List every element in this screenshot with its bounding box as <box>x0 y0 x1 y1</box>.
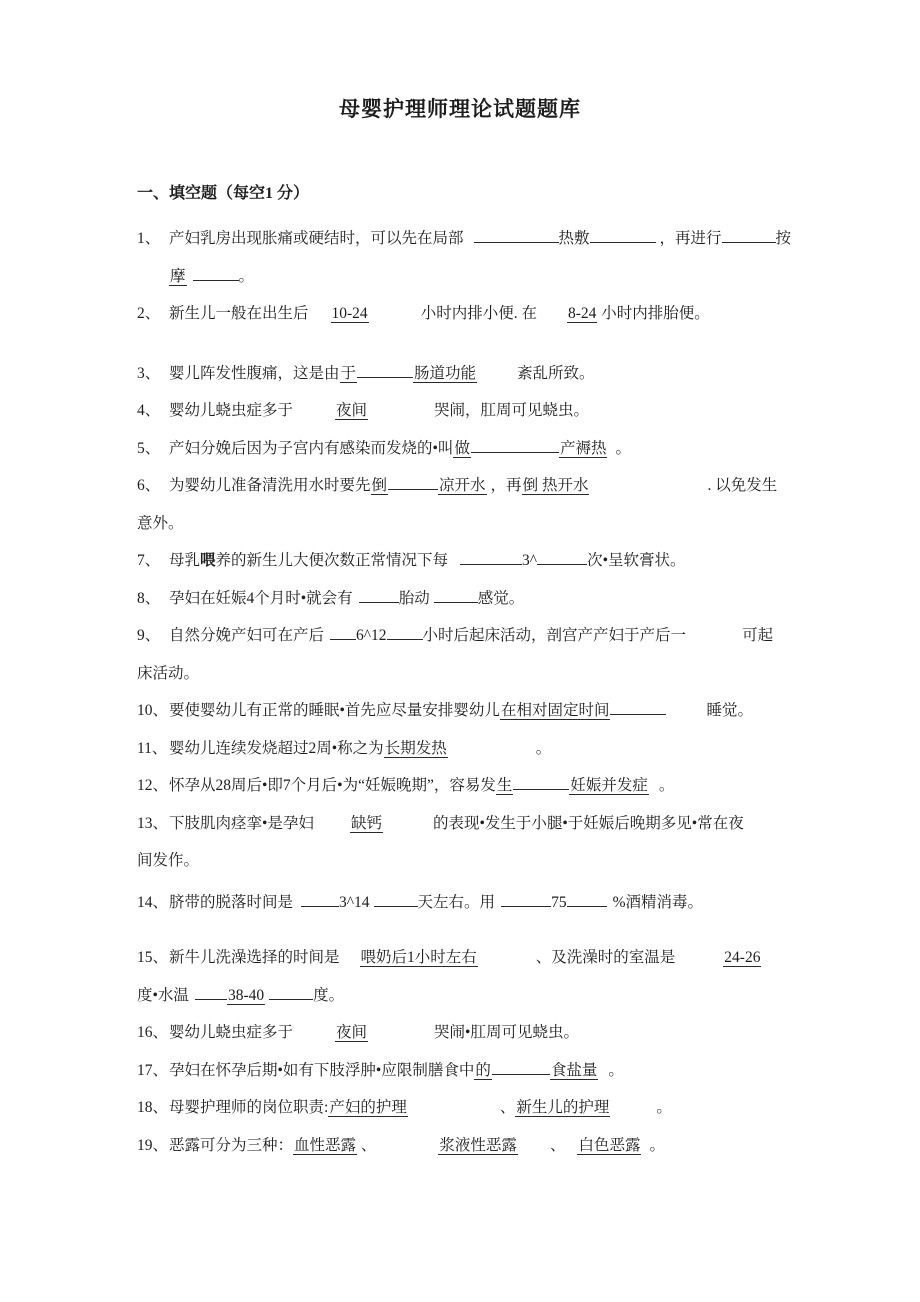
question-item <box>137 617 795 692</box>
text-segment: 床活动。 <box>137 664 200 682</box>
spacer <box>309 317 331 318</box>
text-segment: 天左右。用 <box>417 893 496 911</box>
answer-text: 产褥热 <box>559 439 607 457</box>
question-line <box>137 842 795 880</box>
text-segment: 、 <box>357 1136 377 1154</box>
question-number: 14、 <box>137 893 169 911</box>
text-segment: 要使婴幼儿有正常的睡眠•首先应尽量安排婴幼儿 <box>169 702 500 719</box>
question-item <box>137 467 795 542</box>
question-item <box>137 430 795 468</box>
answer-text: 肠道功能 <box>414 364 477 382</box>
answer-blank <box>474 228 559 243</box>
text-segment: 热敷 <box>558 230 590 247</box>
text-segment: 下肢肌肉痉挛•是孕妇 <box>169 814 314 832</box>
text-segment: 、及洗澡时的室温是 <box>535 949 676 966</box>
answer-text: 凉开水 <box>439 477 486 494</box>
question-number: 10、 <box>137 702 169 719</box>
answer-text: 倒 <box>371 477 388 494</box>
answer-blank <box>387 625 423 640</box>
spacer <box>340 961 360 962</box>
text-segment: 婴儿阵发性腹痛，这是由 <box>169 364 340 382</box>
text-segment: 按 <box>775 230 792 247</box>
question-item <box>137 884 795 922</box>
question-line <box>137 467 795 505</box>
text-segment: 感觉。 <box>477 589 525 607</box>
answer-text: 于 <box>340 364 357 382</box>
answer-blank <box>567 892 607 907</box>
answer-blank <box>374 892 418 907</box>
question-item <box>137 767 795 805</box>
text-segment: 、 <box>499 1099 516 1116</box>
question-line <box>137 692 795 730</box>
text-segment: 婴幼儿连续发烧超过2周•称之为 <box>169 739 384 757</box>
text-segment: 小时内排胎便。 <box>597 305 710 322</box>
question-number: 18、 <box>137 1099 169 1116</box>
question-item <box>137 1127 795 1165</box>
answer-text: 摩 <box>170 267 186 285</box>
question-number: 13、 <box>137 814 169 832</box>
question-line <box>137 355 795 393</box>
text-segment: 间发作。 <box>137 852 200 869</box>
answer-text: 10-24 <box>331 305 368 322</box>
text-segment: 新生儿一般在出生后 <box>169 305 309 322</box>
question-number: 17、 <box>137 1061 169 1079</box>
question-number: 1、 <box>137 230 161 247</box>
answer-blank <box>330 625 356 640</box>
text-segment: ，再 <box>490 477 522 494</box>
answer-text: 妊娠并发症 <box>570 777 648 794</box>
question-number: 4、 <box>137 402 161 419</box>
question-line <box>137 392 795 430</box>
text-segment: 小时后起床活动，剖宫产产妇于产后一 <box>422 627 687 644</box>
spacer <box>477 377 517 378</box>
spacer <box>293 414 335 415</box>
answer-blank <box>301 892 339 907</box>
text-segment: 。 <box>658 777 675 794</box>
spacer <box>666 714 706 715</box>
text-segment: 新牛儿洗澡选择的时间是 <box>169 949 340 966</box>
question-number: 5、 <box>137 439 161 457</box>
answer-blank <box>359 588 399 603</box>
question-line <box>137 805 795 843</box>
spacer <box>610 1111 656 1112</box>
text-segment: %酒精消毒。 <box>612 893 703 911</box>
text-segment: 的表现•发生于小腿•于妊娠后晚期多见•常在夜 <box>432 814 744 832</box>
question-item <box>137 805 795 880</box>
answer-text: 血性恶露 <box>294 1136 357 1154</box>
spacer <box>314 827 350 828</box>
question-number: 19、 <box>137 1136 169 1154</box>
text-segment: 6^12 <box>356 627 387 644</box>
question-number: 2、 <box>137 305 161 322</box>
question-item <box>137 730 795 768</box>
answer-blank <box>537 550 587 565</box>
text-segment: 孕妇在妊娠4个月时•就会有 <box>169 589 353 607</box>
text-segment: 意外。 <box>137 514 184 532</box>
question-number: 12、 <box>137 777 169 794</box>
question-number: 11、 <box>137 739 168 757</box>
answer-blank <box>492 1060 550 1075</box>
answer-blank <box>471 438 559 453</box>
spacer <box>518 1149 550 1150</box>
answer-text: 38-40 <box>227 986 265 1004</box>
answer-blank <box>193 266 239 281</box>
answer-text: 新生儿的护理 <box>516 1099 610 1116</box>
answer-blank <box>269 985 313 1000</box>
spacer <box>408 1111 500 1112</box>
question-item <box>137 392 795 430</box>
text-segment: 3^ <box>522 552 538 569</box>
text-segment: 度。 <box>313 986 345 1004</box>
text-segment: 。 <box>649 1136 665 1154</box>
spacer <box>448 564 460 565</box>
spacer <box>589 489 707 490</box>
question-line <box>137 542 795 580</box>
text-segment: 、 <box>549 1136 566 1154</box>
question-line <box>137 430 795 468</box>
question-item <box>137 939 795 1014</box>
answer-text: 生 <box>496 777 513 794</box>
text-segment: 产妇分娩后因为子宫内有感染而发烧的•叫 <box>169 439 454 457</box>
text-segment: 可起 <box>742 627 774 644</box>
spacer <box>368 1036 434 1037</box>
text-segment: 。 <box>656 1099 672 1116</box>
question-number: 3、 <box>137 364 161 382</box>
text-segment: 婴幼儿蛲虫症多于 <box>169 402 294 419</box>
answer-blank <box>388 475 438 490</box>
text-segment-bold: 喂 <box>200 552 216 569</box>
question-line <box>137 977 795 1015</box>
spacer <box>376 1149 438 1150</box>
answer-text: 的 <box>475 1061 491 1079</box>
question-item <box>137 1089 795 1127</box>
question-item <box>137 542 795 580</box>
question-item <box>137 295 795 333</box>
question-line <box>137 1014 795 1052</box>
spacer <box>598 1074 608 1075</box>
question-number: 16、 <box>137 1024 169 1041</box>
answer-text: 喂奶后1小时左右 <box>360 949 477 966</box>
question-line <box>137 939 795 977</box>
question-line <box>137 730 795 768</box>
text-segment: 3^14 <box>339 893 370 911</box>
text-segment: 为婴幼儿准备清洗用水时要先 <box>169 477 371 494</box>
text-segment: 度•水温 <box>137 986 189 1004</box>
text-segment: 哭闹，肛周可见蛲虫。 <box>434 402 590 419</box>
text-segment: 产妇乳房出现胀痛或硬结时，可以先在局部 <box>169 230 464 247</box>
question-line <box>137 505 795 543</box>
question-number: 7、 <box>137 552 161 569</box>
spacer <box>368 414 434 415</box>
page-title: 母婴护理师理论试题题库 <box>339 97 581 121</box>
text-segment: 。 <box>535 739 552 757</box>
question-item <box>137 580 795 618</box>
spacer <box>383 827 433 828</box>
question-item <box>137 220 795 295</box>
question-line <box>137 580 795 618</box>
spacer <box>686 639 742 640</box>
question-list <box>137 220 795 1164</box>
text-segment: 75 <box>551 893 567 911</box>
question-number: 15、 <box>137 949 169 966</box>
question-line <box>137 884 795 922</box>
text-segment: 母婴护理师的岗位职责: <box>169 1099 329 1116</box>
text-segment: 。 <box>615 439 631 457</box>
question-line <box>137 617 795 655</box>
answer-text: 产妇的护理 <box>329 1099 407 1116</box>
question-line <box>137 1127 795 1165</box>
spacer <box>649 789 659 790</box>
text-segment: 小时内排小便. 在 <box>420 305 537 322</box>
answer-text: 浆液性恶露 <box>439 1136 517 1154</box>
answer-blank <box>610 700 666 715</box>
answer-blank <box>357 363 413 378</box>
text-segment: 孕妇在怀孕后期•如有下肢浮肿•应限制膳食中 <box>169 1061 475 1079</box>
answer-text: 夜间 <box>336 1024 368 1041</box>
answer-text: 做 <box>454 439 470 457</box>
question-number: 6、 <box>137 477 161 494</box>
spacer <box>478 961 536 962</box>
spacer <box>293 906 301 907</box>
text-segment: 养的新生儿大便次数正常情况下每 <box>215 552 449 569</box>
question-item <box>137 1052 795 1090</box>
answer-blank <box>501 892 551 907</box>
answer-blank <box>460 550 522 565</box>
spacer <box>537 317 567 318</box>
text-segment: 。 <box>238 267 255 285</box>
spacer <box>369 317 421 318</box>
answer-text: 倒 热开水 <box>522 477 589 494</box>
text-segment: 恶露可分为三种： <box>169 1136 294 1154</box>
answer-text: 食盐量 <box>550 1061 598 1079</box>
question-item <box>137 355 795 393</box>
question-line <box>137 1089 795 1127</box>
spacer <box>293 1036 335 1037</box>
text-segment: 自然分娩产妇可在产后 <box>169 627 325 644</box>
answer-blank <box>513 775 569 790</box>
answer-text: 夜间 <box>336 402 368 419</box>
answer-blank <box>590 228 656 243</box>
text-segment: ，再进行 <box>659 230 722 247</box>
question-line <box>137 220 795 258</box>
question-number: 8、 <box>137 589 161 607</box>
question-item <box>137 692 795 730</box>
question-number: 9、 <box>137 627 161 644</box>
question-line <box>137 258 795 296</box>
text-segment: 婴幼儿蛲虫症多于 <box>169 1024 294 1041</box>
text-segment: 次•呈软膏状。 <box>587 552 686 569</box>
text-segment: 。 <box>608 1061 624 1079</box>
text-segment: 脐带的脱落时间是 <box>169 893 294 911</box>
answer-text: 8-24 <box>567 305 597 322</box>
answer-blank <box>722 228 776 243</box>
text-segment: . 以免发生 <box>707 477 778 494</box>
text-segment: 胎动 <box>398 589 430 607</box>
question-line <box>137 295 795 333</box>
question-item <box>137 1014 795 1052</box>
question-line <box>137 655 795 693</box>
text-segment: 母乳 <box>169 552 201 569</box>
question-line <box>137 767 795 805</box>
spacer <box>565 1149 577 1150</box>
text-segment: 怀孕从28周后•即7个月后•为“妊娠晚期”，容易发 <box>169 777 496 794</box>
answer-text: 在相对固定时间 <box>500 702 610 719</box>
spacer <box>448 752 536 753</box>
answer-blank <box>195 985 227 1000</box>
answer-text: 24-26 <box>724 949 761 966</box>
text-segment: 睡觉。 <box>706 702 753 719</box>
spacer <box>675 961 723 962</box>
answer-text: 缺钙 <box>350 814 382 832</box>
answer-text: 白色恶露 <box>578 1136 641 1154</box>
text-segment: 紊乱所致。 <box>517 364 595 382</box>
spacer <box>464 242 474 243</box>
question-line <box>137 1052 795 1090</box>
section-heading: 一、填空题（每空1 分） <box>137 185 310 202</box>
answer-text: 长期发热 <box>384 739 447 757</box>
answer-blank <box>434 588 478 603</box>
text-segment: 哭闹•肛周可见蛲虫。 <box>434 1024 579 1041</box>
